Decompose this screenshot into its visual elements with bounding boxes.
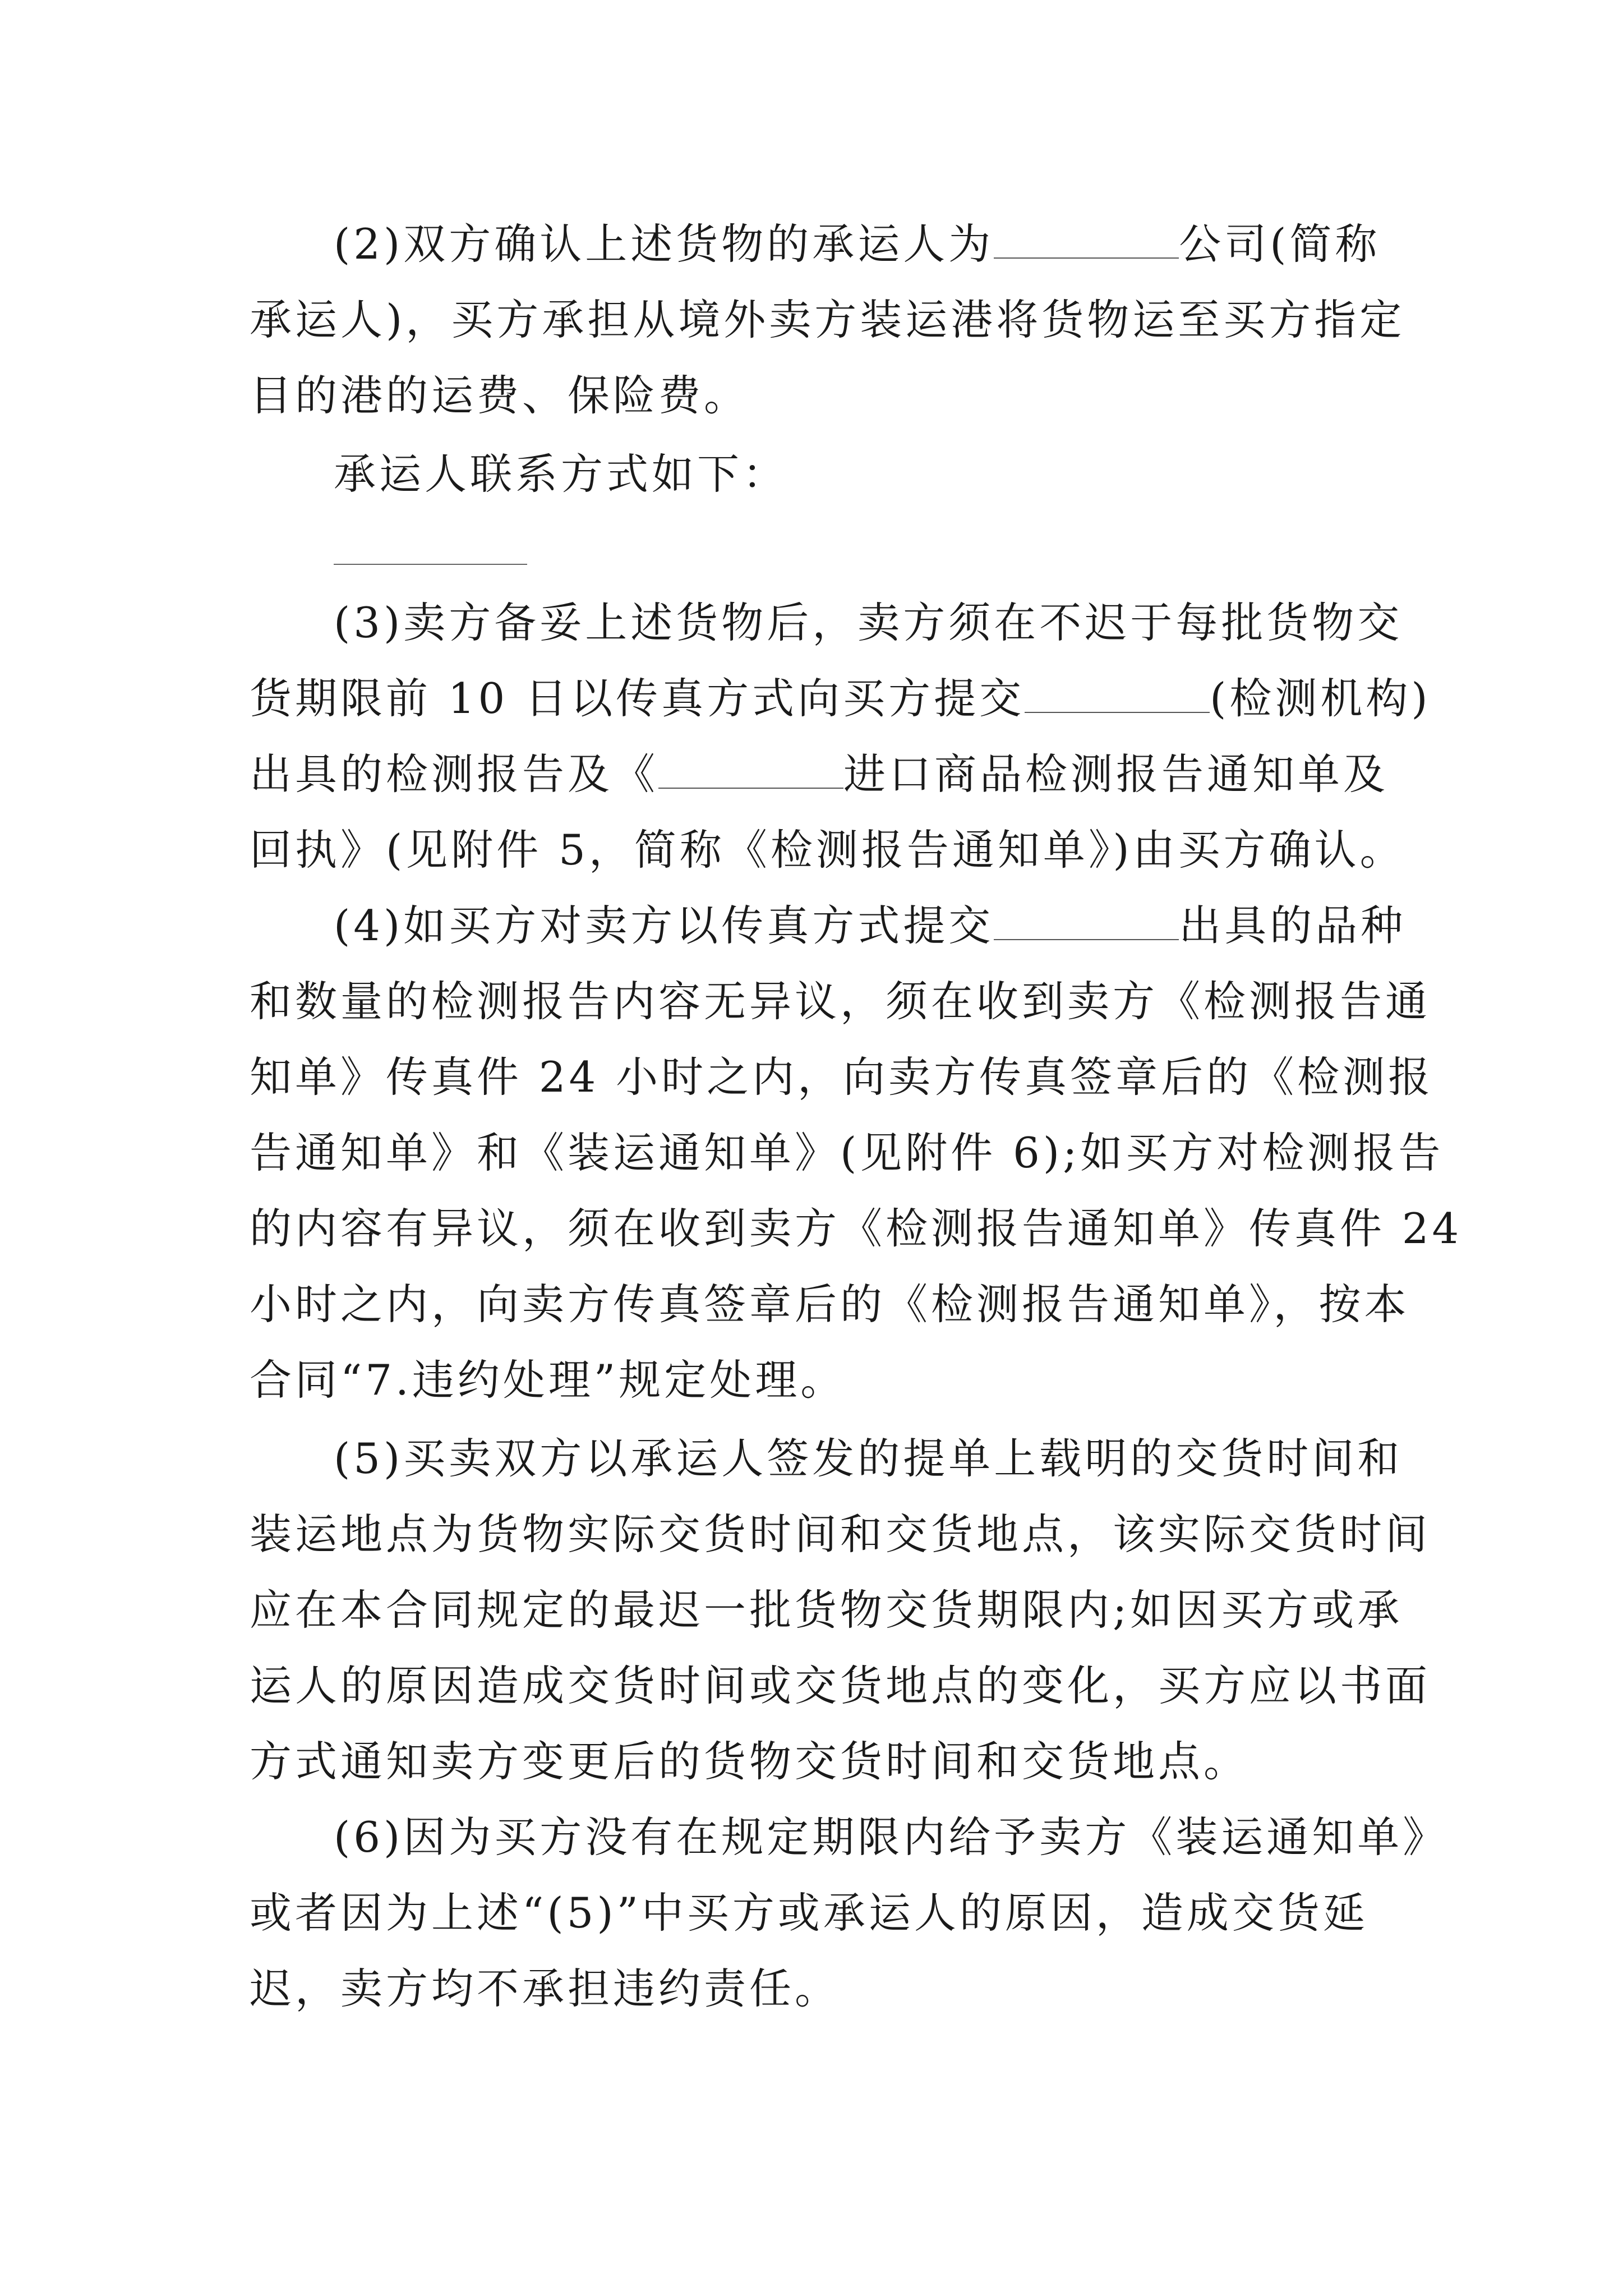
paragraph-5-line-5: 方式通知卖方变更后的货物交货时间和交货地点。 [250,1737,1249,1786]
paragraph-6-line-3: 迟，卖方均不承担违约责任。 [250,1964,841,2013]
paragraph-5-line-3: 应在本合同规定的最迟一批货物交货期限内;如因买方或承 [250,1585,1403,1635]
fill-in-blank-carrier [994,224,1179,259]
paragraph-4-line-5: 的内容有异议，须在收到卖方《检测报告通知单》传真件 24 [250,1204,1463,1253]
paragraph-3-line-3 [250,749,1389,799]
paragraph-4-line-6: 小时之内，向卖方传真签章后的《检测报告通知单》，按本 [250,1280,1410,1329]
paragraph-2-line-3: 目的港的运费、保险费。 [250,371,750,420]
fill-in-blank-contact [334,564,527,565]
paragraph-2-line-2: 承运人)，买方承担从境外卖方装运港将货物运至买方指定 [250,295,1405,344]
fill-in-blank-inspection-agency [1025,678,1210,713]
paragraph-5-line-2: 装运地点为货物实际交货时间和交货地点，该实际交货时间 [250,1510,1431,1559]
text-segment: 出具的品种 [1179,901,1407,950]
paragraph-4-line-7: 合同“7.违约处理”规定处理。 [250,1355,846,1405]
text-segment: (4)如买方对卖方以传真方式提交 [334,901,994,950]
paragraph-6-line-2: 或者因为上述“(5)”中买方或承运人的原因，造成交货延 [250,1888,1368,1938]
paragraph-4-line-3: 知单》传真件 24 小时之内，向卖方传真签章后的《检测报 [250,1052,1434,1102]
paragraph-4-line-4: 告通知单》和《装运通知单》(见附件 6);如买方对检测报告 [250,1128,1444,1177]
text-segment: 出具的检测报告及《 [250,749,659,799]
paragraph-3-line-2 [250,673,1431,724]
text-segment: 货期限前 10 日以传真方式向买方提交 [250,674,1025,723]
text-segment: 公司(简称 [1179,219,1381,269]
paragraph-6-line-1: (6)因为买方没有在规定期限内给予卖方《装运通知单》 [334,1812,1449,1862]
text-segment: 进口商品检测报告通知单及 [843,749,1389,799]
paragraph-4-line-1 [334,900,1407,951]
paragraph-3-line-1: (3)卖方备妥上述货物后，卖方须在不迟于每批货物交 [334,598,1403,647]
fill-in-blank-submitter [994,905,1179,940]
text-segment: (2)双方确认上述货物的承运人为 [334,219,994,269]
carrier-contact-heading: 承运人联系方式如下： [334,449,789,499]
paragraph-5-line-1: (5)买卖双方以承运人签发的提单上载明的交货时间和 [334,1434,1403,1483]
paragraph-3-line-4: 回执》(见附件 5，简称《检测报告通知单》)由买方确认。 [250,825,1405,875]
fill-in-blank-notice-name [658,754,843,789]
paragraph-4-line-2: 和数量的检测报告内容无异议，须在收到卖方《检测报告通 [250,977,1431,1026]
paragraph-2-line-1 [334,219,1382,269]
paragraph-5-line-4: 运人的原因造成交货时间或交货地点的变化，买方应以书面 [250,1661,1431,1710]
text-segment: (检测机构) [1210,674,1431,723]
